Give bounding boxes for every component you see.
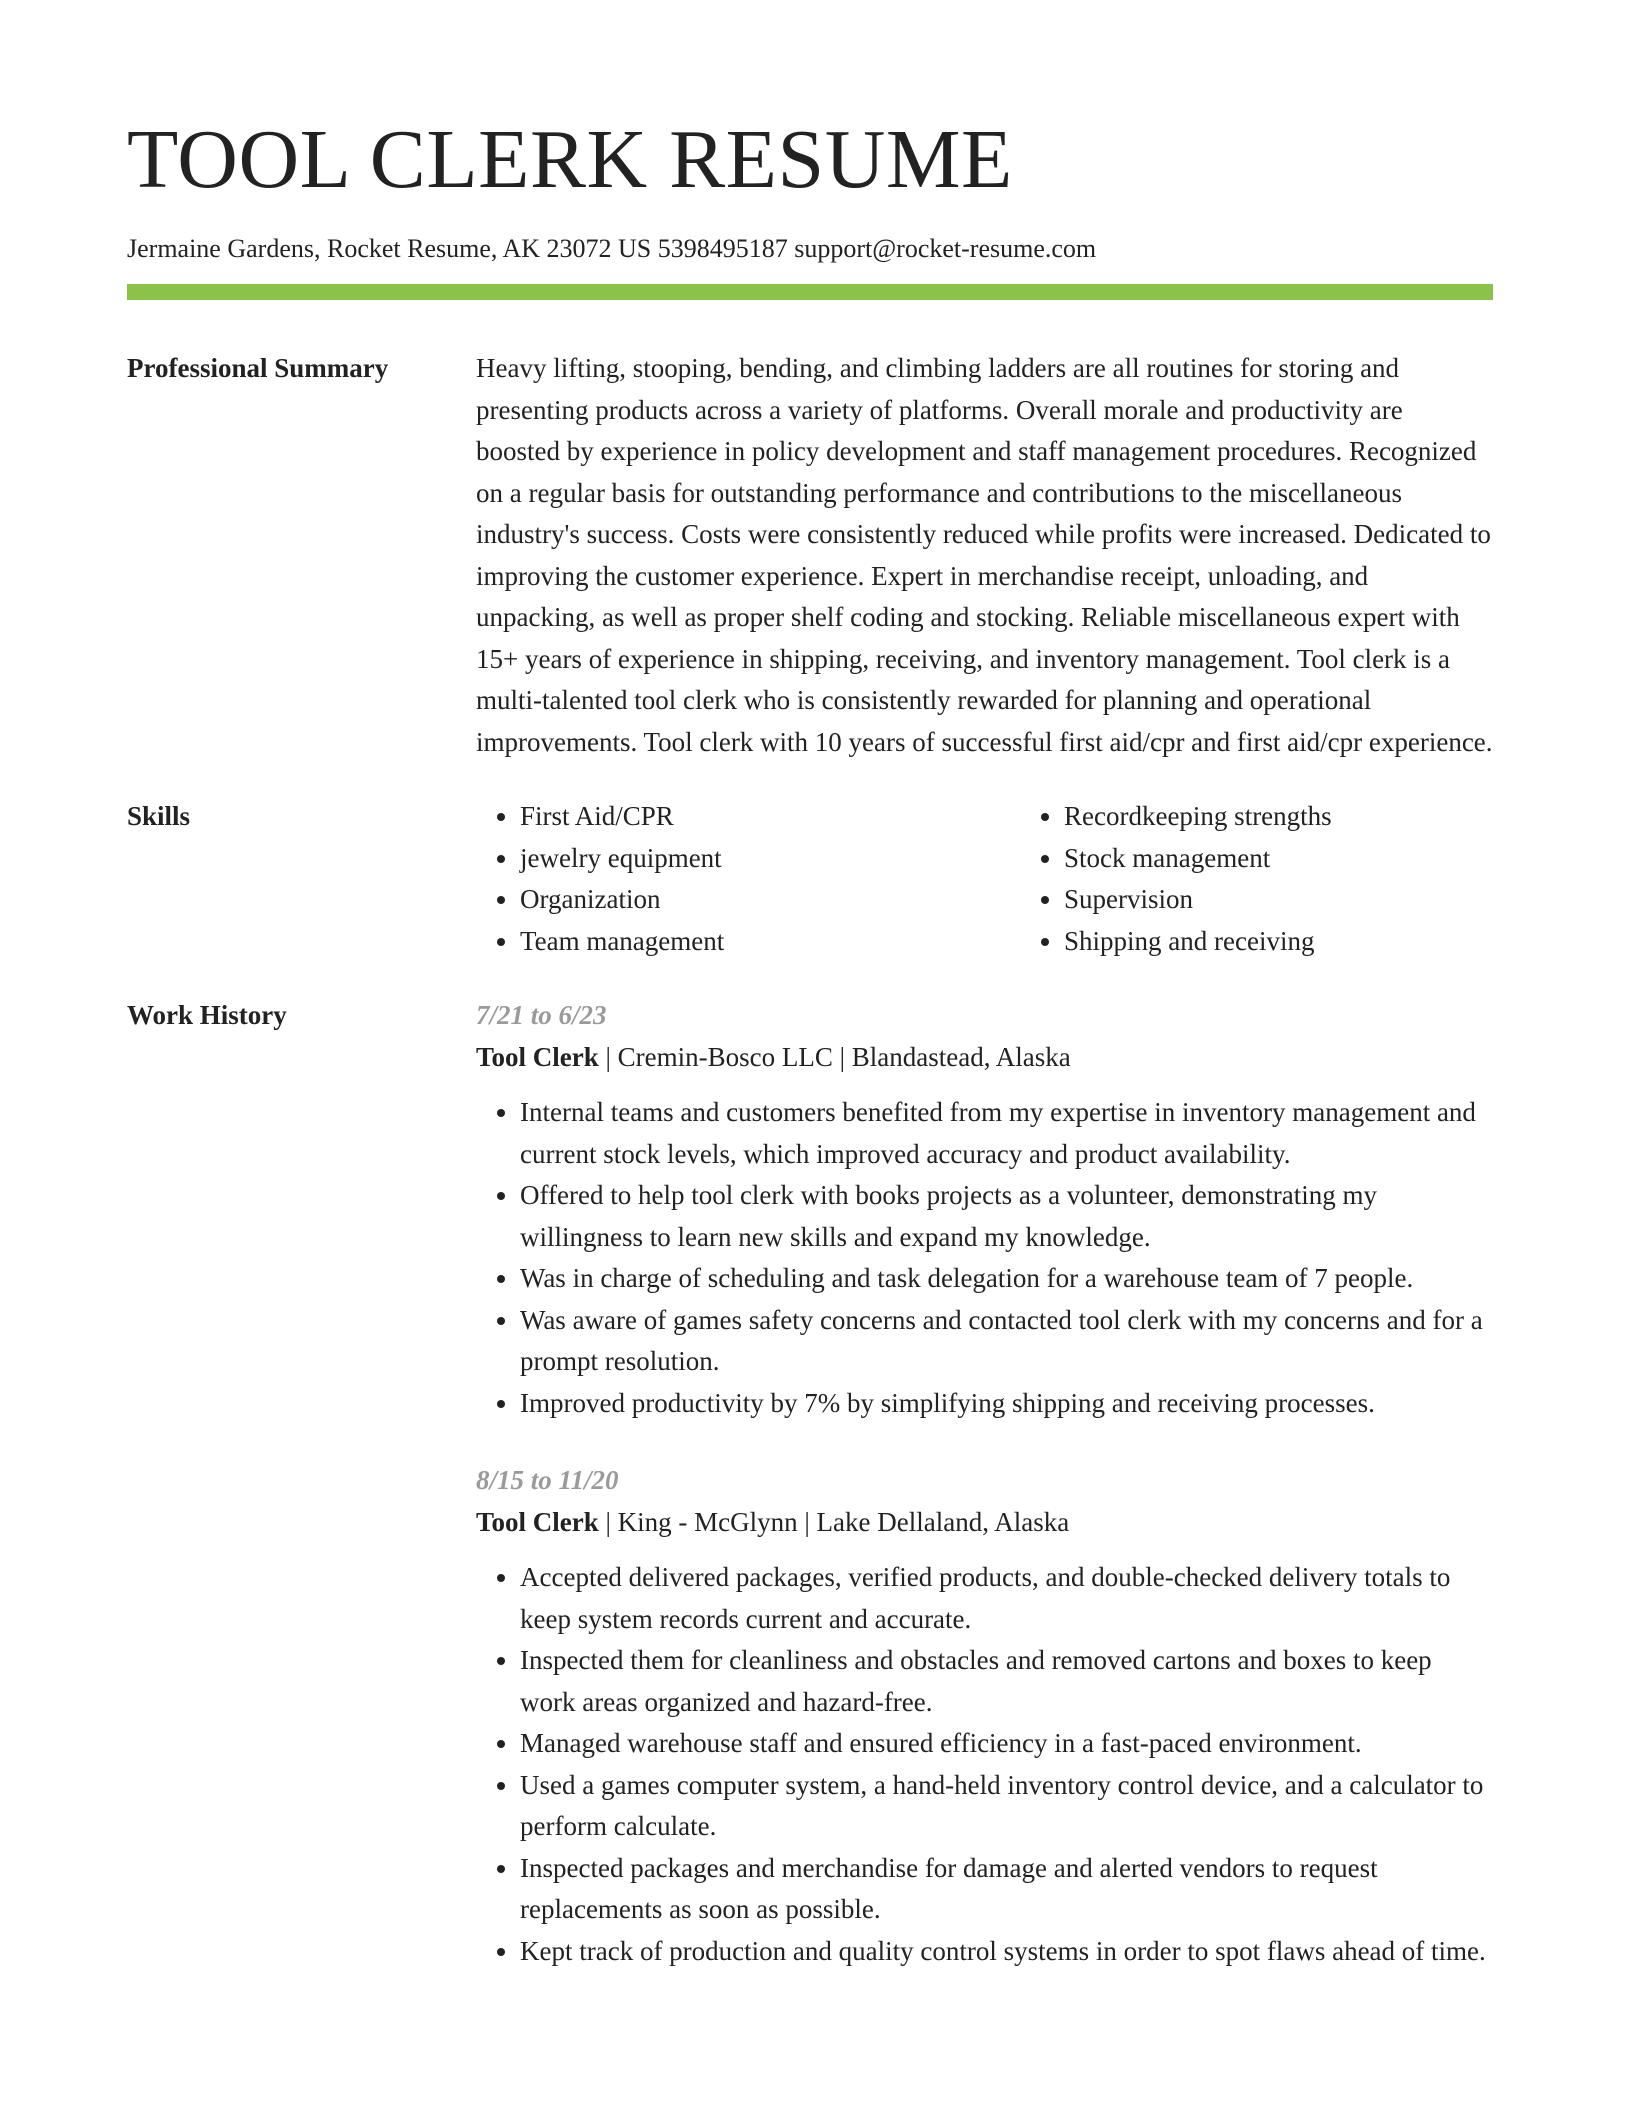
job-dates: 8/15 to 11/20 (476, 1465, 619, 1495)
job-title: Tool Clerk (476, 1506, 599, 1537)
job-entry (476, 1460, 1493, 1972)
job-bullet: • Accepted delivered packages, verified products, and double-checked delivery totals to keep system records current and accurate. (520, 1557, 1493, 1640)
job-bullet: • Kept track of production and quality control systems in order to spot flaws ahead of time. (520, 1931, 1493, 1973)
skill-item: • Supervision (1064, 879, 1564, 921)
resume-title: TOOL CLERK RESUME (127, 113, 1013, 206)
skill-item: • First Aid/CPR (520, 796, 1020, 838)
job-header (476, 1502, 1493, 1544)
contact-line: Jermaine Gardens, Rocket Resume, AK 23072 US 5398495187 support@rocket-resume.com (127, 234, 1097, 263)
job-entry (476, 995, 1493, 1424)
work-history-section (127, 995, 1493, 1972)
job-bullet: • Improved productivity by 7% by simplifying shipping and receiving processes. (520, 1383, 1493, 1425)
skill-item: • Organization (520, 879, 1020, 921)
skills-grid (476, 796, 1564, 962)
job-bullet: • Managed warehouse staff and ensured efficiency in a fast-paced environment. (520, 1723, 1493, 1765)
job-bullets (476, 1092, 1493, 1424)
work-history-heading: Work History (127, 1000, 287, 1030)
job-bullet: • Used a games computer system, a hand-held inventory control device, and a calculator to perform calculate. (520, 1765, 1493, 1848)
skills-column-right (1020, 796, 1564, 962)
job-bullet: • Was aware of games safety concerns and contacted tool clerk with my concerns and for a prompt resolution. (520, 1300, 1493, 1383)
job-bullet: • Internal teams and customers benefited from my expertise in inventory management and current stock levels, which improved accuracy and product availability. (520, 1092, 1493, 1175)
job-bullet: • Was in charge of scheduling and task delegation for a warehouse team of 7 people. (520, 1258, 1493, 1300)
summary-heading: Professional Summary (127, 353, 389, 383)
header-divider (127, 284, 1493, 300)
skill-item: • Recordkeeping strengths (1064, 796, 1564, 838)
job-header (476, 1037, 1493, 1079)
skills-heading: Skills (127, 801, 191, 831)
summary-text: Heavy lifting, stooping, bending, and climbing ladders are all routines for storing and presenting products across a variety of platforms. Overall morale and productivity are boosted by experience in policy development and staff management procedures. Recognized on a regular basis for outstanding performance and contributions to the miscellaneous industry's success. Costs were consistently reduced while profits were increased. Dedicated to improving the customer experience. Expert in merchandise receipt, unloading, and unpacking, as well as proper shelf coding and stocking. Reliable miscellaneous expert with 15+ years of experience in shipping, receiving, and inventory management. Tool clerk is a multi-talented tool clerk who is consistently rewarded for planning and operational improvements. Tool clerk with 10 years of successful first aid/cpr and first aid/cpr experience. (476, 353, 1493, 757)
job-details: | King - McGlynn | Lake Dellaland, Alaska (598, 1506, 1070, 1537)
job-bullet: • Offered to help tool clerk with books projects as a volunteer, demonstrating my willingness to learn new skills and expand my knowledge. (520, 1175, 1493, 1258)
summary-section (127, 348, 1493, 763)
job-title: Tool Clerk (476, 1041, 599, 1072)
skills-column-left (476, 796, 1020, 962)
job-details: | Cremin-Bosco LLC | Blandastead, Alaska (598, 1041, 1071, 1072)
skill-item: • Shipping and receiving (1064, 921, 1564, 963)
skill-item: • Team management (520, 921, 1020, 963)
skill-item: • Stock management (1064, 838, 1564, 880)
job-bullets (476, 1557, 1493, 1972)
job-bullet: • Inspected packages and merchandise for damage and alerted vendors to request replacements as soon as possible. (520, 1848, 1493, 1931)
skills-section (127, 796, 1493, 962)
skill-item: • jewelry equipment (520, 838, 1020, 880)
job-bullet: • Inspected them for cleanliness and obstacles and removed cartons and boxes to keep work areas organized and hazard-free. (520, 1640, 1493, 1723)
job-dates: 7/21 to 6/23 (476, 1000, 607, 1030)
